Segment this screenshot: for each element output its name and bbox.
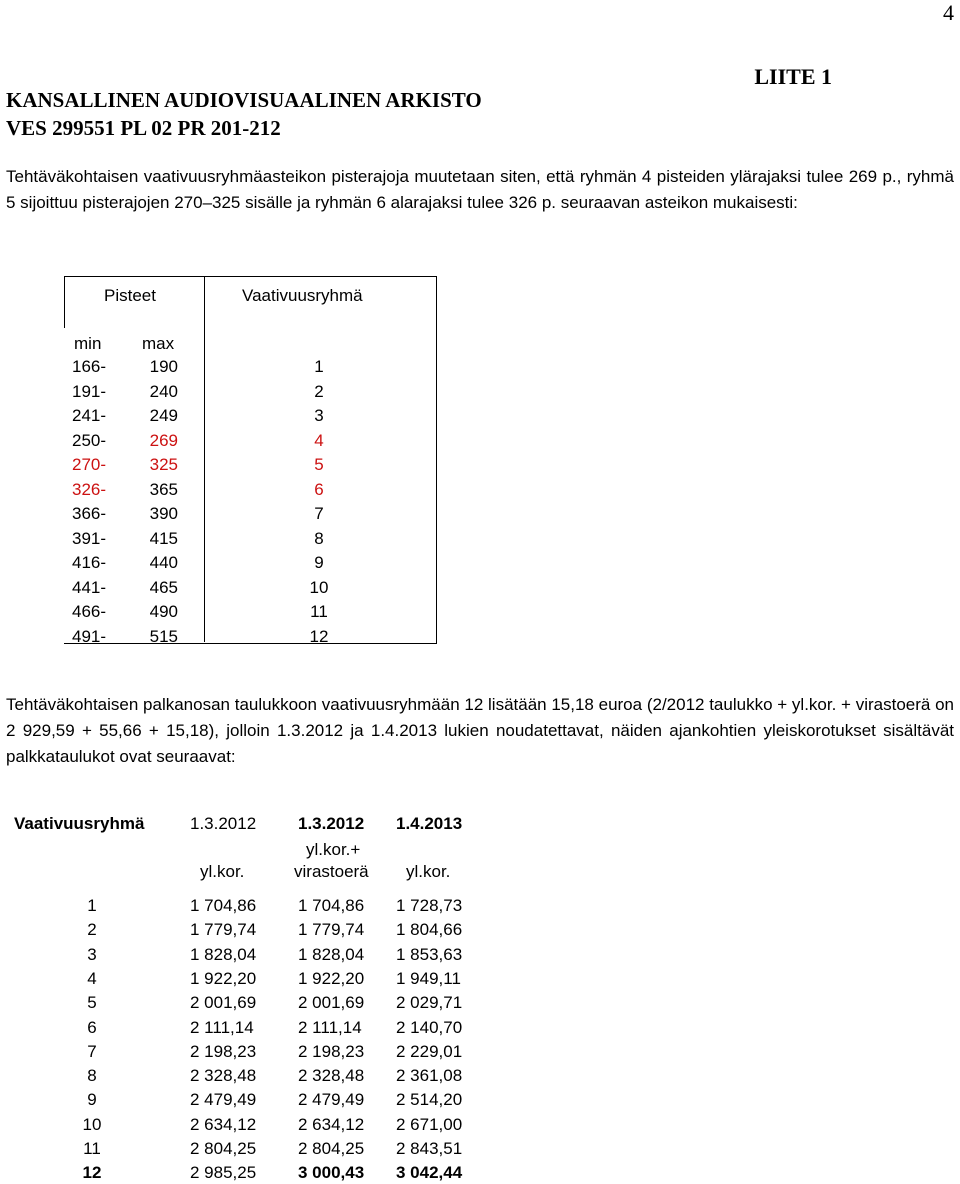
score-min: 270- bbox=[72, 455, 107, 474]
salary-value-c2: 2 001,69 bbox=[298, 993, 365, 1013]
salary-value-c3: 2 229,01 bbox=[396, 1041, 463, 1061]
score-group: 8 bbox=[314, 528, 324, 548]
score-max: 365 bbox=[149, 479, 178, 499]
salary-group: 3 bbox=[87, 944, 97, 964]
salary-group: 2 bbox=[87, 920, 97, 940]
score-max: 515 bbox=[149, 626, 178, 646]
score-header-points: Pisteet bbox=[104, 286, 156, 305]
score-group: 7 bbox=[314, 504, 324, 523]
score-min: 466- bbox=[72, 602, 107, 621]
salary-group: 10 bbox=[82, 1114, 102, 1134]
intro-paragraph: Tehtäväkohtaisen vaativuusryhmäasteikon pisterajoja muutetaan siten, että ryhmän 4 pisteiden ylärajaksi tulee 269 p., ryhmä 5 sijoittuu pisterajojen 270–325 sisälle ja ryhmän 6 alarajaksi tulee 326 p. seuraavan asteikon mukaisesti: bbox=[6, 167, 954, 212]
salary-header-group: Vaativuusryhmä bbox=[14, 814, 145, 833]
salary-value-c3: 2 361,08 bbox=[396, 1066, 463, 1086]
salary-header-c3: 1.4.2013 bbox=[396, 814, 463, 833]
salary-sub-c2-line1: yl.kor.+ bbox=[306, 840, 361, 859]
salary-value-c1: 1 922,20 bbox=[190, 968, 257, 988]
score-min: 366- bbox=[72, 504, 107, 523]
salary-value-c3: 2 671,00 bbox=[396, 1114, 463, 1134]
salary-sub-c2-line2: virastoerä bbox=[294, 862, 369, 881]
score-max: 390 bbox=[149, 504, 178, 523]
score-max: 325 bbox=[149, 455, 178, 474]
salary-group: 7 bbox=[87, 1041, 97, 1061]
score-min: 166- bbox=[72, 357, 107, 376]
salary-sub-c1: yl.kor. bbox=[200, 862, 245, 881]
salary-value-c3: 2 029,71 bbox=[396, 993, 463, 1013]
salary-value-c3: 2 843,51 bbox=[396, 1139, 463, 1158]
salary-group: 9 bbox=[87, 1090, 97, 1110]
organization-name: KANSALLINEN AUDIOVISUAALINEN ARKISTO bbox=[6, 88, 482, 112]
salary-value-c1: 1 704,86 bbox=[190, 896, 257, 915]
agreement-reference: VES 299551 PL 02 PR 201-212 bbox=[6, 116, 281, 140]
salary-value-c2: 2 479,49 bbox=[298, 1090, 365, 1110]
score-group: 1 bbox=[314, 357, 324, 376]
score-max: 415 bbox=[149, 528, 178, 548]
salary-value-c1: 2 634,12 bbox=[190, 1114, 257, 1134]
salary-value-c1: 1 779,74 bbox=[190, 920, 257, 940]
score-min: 191- bbox=[72, 381, 107, 401]
score-header-max: max bbox=[142, 334, 175, 353]
salary-value-c2: 2 804,25 bbox=[298, 1139, 365, 1158]
salary-value-c1: 2 001,69 bbox=[190, 993, 257, 1013]
score-max: 465 bbox=[149, 577, 178, 597]
score-max: 490 bbox=[149, 602, 178, 621]
salary-value-c3: 3 042,44 bbox=[396, 1163, 463, 1183]
score-group: 9 bbox=[314, 553, 324, 572]
salary-group: 6 bbox=[87, 1017, 97, 1037]
salary-paragraph: Tehtäväkohtaisen palkanosan taulukkoon vaativuusryhmään 12 lisätään 15,18 euroa (2/2012 taulukko + yl.kor. + virastoerä on 2 929,59 + 55,66 + 15,18), jolloin 1.3.2012 ja 1.4.2013 lukien noudatettavat, näiden ajankohtien yleiskorotukset sisältävät palkkataulukot ovat seuraavat: bbox=[6, 695, 954, 766]
salary-group: 12 bbox=[82, 1163, 102, 1183]
salary-value-c3: 2 514,20 bbox=[396, 1090, 463, 1110]
salary-value-c1: 2 479,49 bbox=[190, 1090, 257, 1110]
salary-header-c2: 1.3.2012 bbox=[298, 814, 365, 833]
salary-group: 5 bbox=[87, 993, 97, 1013]
salary-group: 8 bbox=[87, 1066, 97, 1086]
salary-value-c1: 2 198,23 bbox=[190, 1041, 257, 1061]
salary-value-c2: 2 111,14 bbox=[298, 1017, 362, 1037]
salary-value-c1: 2 328,48 bbox=[190, 1066, 257, 1086]
score-group: 12 bbox=[309, 626, 329, 646]
appendix-label: LIITE 1 bbox=[754, 64, 832, 89]
score-min: 391- bbox=[72, 528, 107, 548]
salary-group: 1 bbox=[87, 896, 97, 915]
score-min: 241- bbox=[72, 406, 107, 425]
score-table-divider bbox=[204, 276, 205, 642]
salary-value-c1: 2 985,25 bbox=[190, 1163, 257, 1183]
score-group: 10 bbox=[309, 577, 329, 597]
score-max: 240 bbox=[149, 381, 178, 401]
score-header-min: min bbox=[74, 334, 102, 353]
salary-value-c2: 2 198,23 bbox=[298, 1041, 365, 1061]
salary-value-c1: 1 828,04 bbox=[190, 944, 257, 964]
salary-value-c2: 3 000,43 bbox=[298, 1163, 365, 1183]
score-min: 250- bbox=[72, 430, 107, 450]
score-max: 269 bbox=[149, 430, 178, 450]
score-group: 2 bbox=[314, 381, 324, 401]
salary-value-c3: 1 804,66 bbox=[396, 920, 463, 940]
salary-header-c1: 1.3.2012 bbox=[190, 814, 257, 833]
salary-value-c3: 1 853,63 bbox=[396, 944, 463, 964]
salary-value-c2: 2 328,48 bbox=[298, 1066, 365, 1086]
score-group: 4 bbox=[314, 430, 324, 450]
score-min: 491- bbox=[72, 626, 107, 646]
score-min: 326- bbox=[72, 479, 107, 499]
salary-value-c2: 1 922,20 bbox=[298, 968, 365, 988]
salary-value-c2: 1 704,86 bbox=[298, 896, 365, 915]
score-header-group: Vaativuusryhmä bbox=[242, 286, 363, 305]
score-max: 249 bbox=[149, 406, 178, 425]
salary-value-c3: 2 140,70 bbox=[396, 1017, 463, 1037]
salary-value-c2: 1 779,74 bbox=[298, 920, 365, 940]
score-max: 440 bbox=[149, 553, 178, 572]
salary-value-c2: 2 634,12 bbox=[298, 1114, 365, 1134]
salary-value-c1: 2 111,14 bbox=[190, 1017, 254, 1037]
score-group: 5 bbox=[314, 455, 324, 474]
score-group: 6 bbox=[314, 479, 324, 499]
score-group: 11 bbox=[310, 602, 328, 621]
salary-value-c3: 1 949,11 bbox=[396, 968, 461, 988]
score-min: 441- bbox=[72, 577, 107, 597]
score-min: 416- bbox=[72, 553, 107, 572]
salary-group: 4 bbox=[87, 968, 97, 988]
page-number: 4 bbox=[943, 0, 954, 25]
score-group: 3 bbox=[314, 406, 324, 425]
score-max: 190 bbox=[149, 357, 178, 376]
salary-value-c2: 1 828,04 bbox=[298, 944, 365, 964]
salary-value-c1: 2 804,25 bbox=[190, 1139, 257, 1158]
salary-group: 11 bbox=[83, 1139, 101, 1158]
salary-value-c3: 1 728,73 bbox=[396, 896, 463, 915]
salary-sub-c3: yl.kor. bbox=[406, 862, 451, 881]
